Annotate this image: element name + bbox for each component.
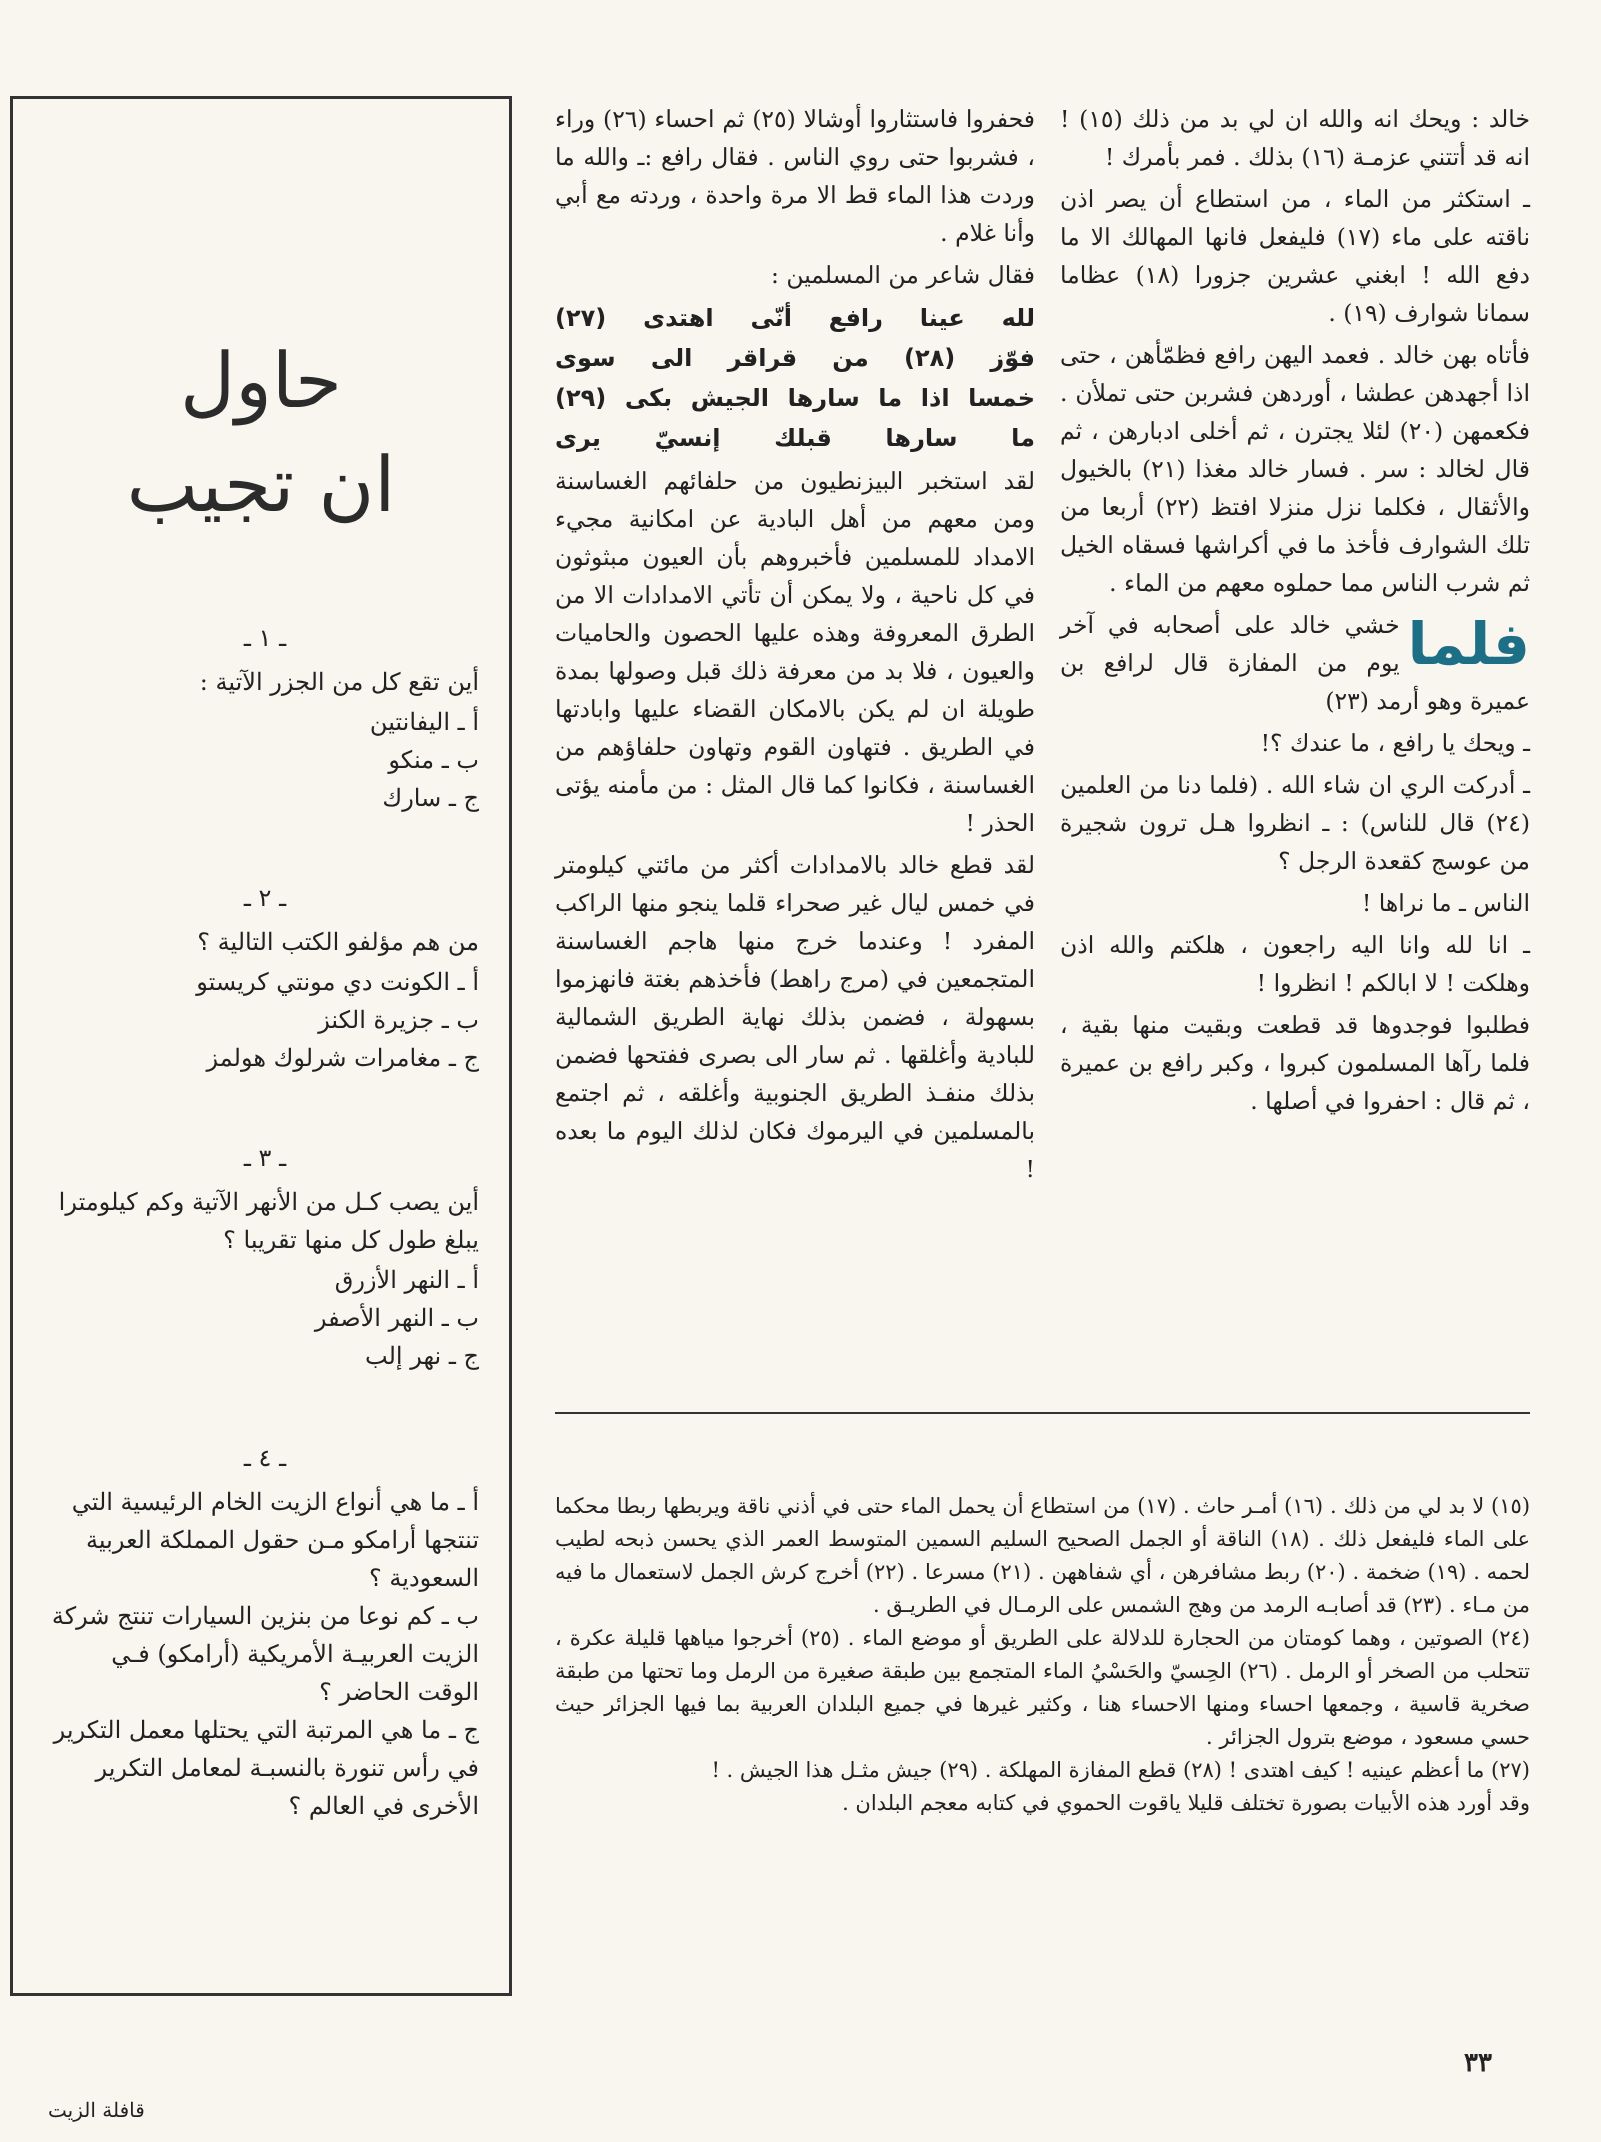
question-option: أ ـ ما هي أنواع الزيت الخام الرئيسية التي تنتجها أرامكو مـن حقول المملكة العربية السعودية ؟ xyxy=(71,1488,479,1592)
question-number: ـ ١ ـ xyxy=(243,624,287,652)
article-paragraph: لقد استخبر البيزنطيون من حلفائهم الغساسنة ومن معهم من أهل البادية عن امكانية مجيء الامداد للمسلمين فأخبروهم بأن العيون مبثوثون في كل ناحية ، ولا يمكن أن تأتي الامدادات الا من الطرق المعروفة وهذه عليها الحصون والحاميات والعيون ، فلا بد من معرفة ذلك قبل وصولها بمدة طويلة ان لم يكن بالامكان القضاء عليها وابادتها في الطريق . فتهاون القوم وتهاون حلفاؤهم من الغساسنة ، فكانوا كما قال المثل : من مأمنه يؤتى الحذر ! xyxy=(555,467,1035,837)
dropcap-word: فلما xyxy=(1407,610,1530,678)
question-text: أين يصب كـل من الأنهر الآتية وكم كيلومترا يبلغ طول كل منها تقريبا ؟ xyxy=(58,1188,479,1254)
quiz-title-line: ان تجيب xyxy=(126,440,396,529)
article-paragraph: ـ ويحك يا رافع ، ما عندك ؟! xyxy=(1260,729,1530,757)
question-option: أ ـ الكونت دي مونتي كريستو xyxy=(196,968,479,996)
quiz-question-4 xyxy=(51,1439,479,1825)
article-column-right xyxy=(1060,100,1530,1124)
poem-line: خمسا اذا ما سارها الجيش بكى (٢٩) xyxy=(555,384,1035,412)
question-option: ج ـ مغامرات شرلوك هولمز xyxy=(206,1044,479,1072)
article-column-middle xyxy=(555,100,1035,1192)
question-text: من هم مؤلفو الكتب التالية ؟ xyxy=(197,928,479,956)
question-option: أ ـ اليفانتين xyxy=(369,708,479,736)
question-text: أين تقع كل من الجزر الآتية : xyxy=(199,668,479,696)
footnote-block: (١٥) لا بد لي من ذلك . (١٦) أمـر حاث . (١٧) من استطاع أن يحمل الماء حتى في أذني ناقة ويربطها ربطا محكما على الماء فليفعل ذلك . (١٨) الناقة أو الجمل الصحيح السليم السمين المتوسط العمر الذي يحسن ذبحه لطيب لحمه . (١٩) ضخمة . (٢٠) ربط مشافرهن ، أي شفاههن . (٢١) مسرعا . (٢٢) أخرج كرش الجمل لاستعمال ما فيه من مـاء . (٢٣) قد أصابـه الرمد من وهج الشمس على الرمـال في الطريـق . xyxy=(555,1494,1531,1617)
quiz-box xyxy=(10,96,512,1996)
running-footer: قافلة الزيت xyxy=(48,2098,145,2122)
quiz-title-line: حاول xyxy=(179,336,343,425)
footnotes xyxy=(555,1490,1530,1820)
article-paragraph: فأتاه بهن خالد . فعمد اليهن رافع فظمّأهن ، حتى اذا أجهدهن عطشا ، أوردهن فشربن حتى تملأن . فكعمهن (٢٠) لئلا يجترن ، ثم أخلى ادبارهن ، ثم قال لخالد : سر . فسار خالد مغذا (٢١) بالخيول والأثقال ، فكلما نزل منزلا افتظ (٢٢) أربعا من تلك الشوارف فأخذ ما في أكراشها فسقاه الخيل ثم شرب الناس مما حملوه معهم من الماء . xyxy=(1060,341,1531,597)
footnote-block: وقد أورد هذه الأبيات بصورة تختلف قليلا ياقوت الحموي في كتابه معجم البلدان . xyxy=(842,1791,1530,1815)
question-option: ب ـ النهر الأصفر xyxy=(314,1304,479,1332)
question-option: ج ـ نهر إلب xyxy=(365,1342,479,1370)
question-option: أ ـ النهر الأزرق xyxy=(334,1266,479,1294)
article-paragraph: لقد قطع خالد بالامدادات أكثر من مائتي كيلومتر في خمس ليال غير صحراء قلما ينجو منها الراكب المفرد ! وعندما خرج منها هاجم الغساسنة المتجمعين في (مرج راهط) فأخذهم بغتة فانهزموا بسهولة ، فضمن بذلك نهاية الطريق الشمالية للبادية وأغلقها . ثم سار الى بصرى ففتحها فضمن بذلك منفـذ الطريق الجنوبية وأغلقه ، ثم اجتمع بالمسلمين في اليرموك فكان لذلك اليوم ما بعده ! xyxy=(555,851,1035,1183)
article-paragraph: فطلبوا فوجدوها قد قطعت وبقيت منها بقية ، فلما رآها المسلمون كبروا ، وكبر رافع بن عميرة ، ثم قال : احفروا في أصلها . xyxy=(1060,1011,1530,1115)
question-number: ـ ٣ ـ xyxy=(243,1144,287,1172)
poem-line: لله عينا رافع أنّى اهتدى (٢٧) xyxy=(555,304,1035,332)
question-option: ج ـ سارك xyxy=(382,784,479,812)
footnote-block: (٢٤) الصوتين ، وهما كومتان من الحجارة للدلالة على الطريق أو موضع الماء . (٢٥) أخرجوا مياهها قليلة عكرة ، تتحلب من الصخر أو الرمل . (٢٦) الحِسيّ والحَسْيُ الماء المتجمع بين طبقة صغيرة من الرمل وما تحتها من طبقة صخرية قاسية ، وجمعها احساء ومنها الاحساء هنا ، وكثير غيرها في جميع البلدان العربية بما فيها الجزائر حيث حسي مسعود ، موضع بترول الجزائر . xyxy=(555,1626,1530,1749)
dropcap-paragraph xyxy=(1060,606,1530,720)
poem-line: فوّز (٢٨) من قراقر الى سوى xyxy=(555,344,1036,372)
article-paragraph: فحفروا فاستثاروا أوشالا (٢٥) ثم احساء (٢٦) وراء ، فشربوا حتى روي الناس . فقال رافع :ـ والله ما وردت هذا الماء قط الا مرة واحدة ، وردته مع أبي وأنا غلام . xyxy=(555,105,1035,247)
quiz-question-2 xyxy=(51,879,479,1077)
question-option: ج ـ ما هي المرتبة التي يحتلها معمل التكرير في رأس تنورة بالنسبـة لمعامل التكرير الأخرى في العالم ؟ xyxy=(53,1716,479,1820)
footnote-block: (٢٧) ما أعظم عينيه ! كيف اهتدى ! (٢٨) قطع المفازة المهلكة . (٢٩) جيش مثـل هذا الجيش . ! xyxy=(711,1758,1530,1782)
question-option: ب ـ منكو xyxy=(388,746,479,774)
footnote-divider xyxy=(555,1412,1530,1414)
article-paragraph: ـ أدركت الري ان شاء الله . (فلما دنا من العلمين (٢٤) قال للناس) : ـ انظروا هـل ترون شجيرة من عوسج كقعدة الرجل ؟ xyxy=(1060,771,1530,875)
article-paragraph: ـ استكثر من الماء ، من استطاع أن يصر اذن ناقته على ماء (١٧) فليفعل فانها المهالك الا ما دفع الله ! ابغني عشرين جزورا (١٨) عظاما سمانا شوارف (١٩) . xyxy=(1060,185,1530,327)
article-paragraph: الناس ـ ما نراها ! xyxy=(1361,889,1530,917)
question-option: ب ـ جزيرة الكنز xyxy=(318,1006,479,1034)
page-number: ٣٣ xyxy=(1464,2048,1492,2078)
article-paragraph: خالد : ويحك انه والله ان لي بد من ذلك (١٥) ! انه قد أتتني عزمـة (١٦) بذلك . فمر بأمرك ! xyxy=(1060,105,1530,171)
question-number: ـ ٤ ـ xyxy=(243,1444,287,1472)
question-option: ب ـ كم نوعا من بنزين السيارات تنتج شركة الزيت العربيـة الأمريكية (أرامكو) فـي الوقت الحاضر ؟ xyxy=(51,1602,479,1706)
quiz-question-3 xyxy=(51,1139,479,1375)
poem xyxy=(555,298,1035,458)
article-paragraph: فقال شاعر من المسلمين : xyxy=(770,261,1035,289)
poem-line: ما سارها قبلك إنسيّ يرى xyxy=(555,424,1035,452)
quiz-question-1 xyxy=(51,619,479,817)
quiz-title xyxy=(13,329,509,537)
article-paragraph: ـ انا لله وانا اليه راجعون ، هلكتم والله اذن وهلكت ! لا ابالكم ! انظروا ! xyxy=(1060,931,1530,997)
question-number: ـ ٢ ـ xyxy=(243,884,287,912)
dropcap-paragraph-text: خشي خالد على أصحابه في آخر يوم من المفازة قال لرافع بن عميرة وهو أرمد (٢٣) xyxy=(1060,611,1530,715)
